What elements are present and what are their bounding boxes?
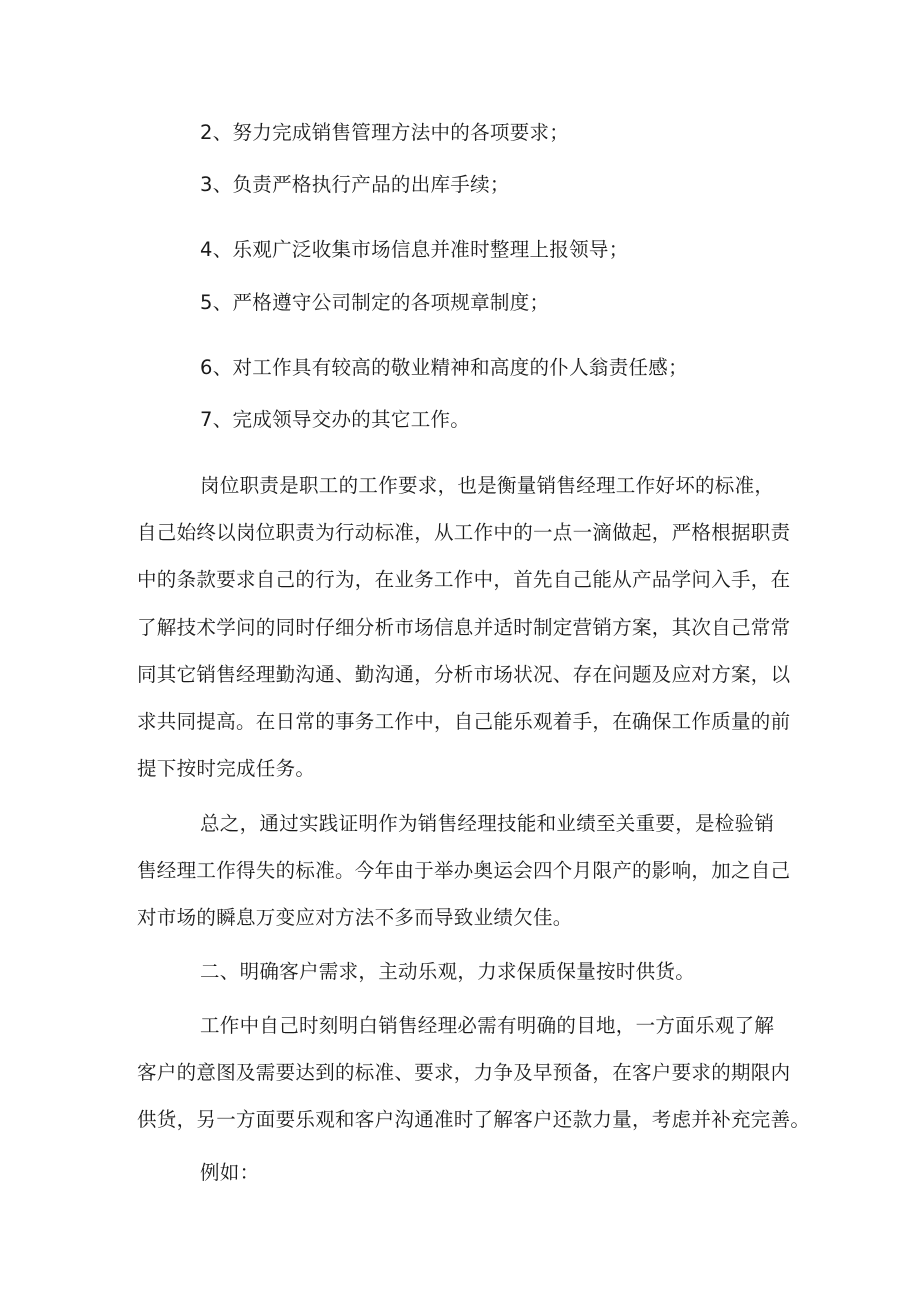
example-label: 例如： [200, 1161, 260, 1184]
paragraph-line: 提下按时完成任务。 [137, 757, 316, 780]
paragraph-line: 中的条款要求自己的行为，在业务工作中，首先自己能从产品学问入手，在 [137, 568, 791, 591]
paragraph-line: 客户的意图及需要达到的标准、要求，力争及早预备，在客户要求的期限内 [137, 1061, 791, 1084]
paragraph-line: 工作中自己时刻明白销售经理必需有明确的目地，一方面乐观了解 [200, 1014, 775, 1037]
paragraph-line: 岗位职责是职工的工作要求，也是衡量销售经理工作好坏的标准， [200, 474, 775, 497]
paragraph-line: 求共同提高。在日常的事务工作中，自己能乐观着手，在确保工作质量的前 [137, 710, 791, 733]
list-item-4: 4、乐观广泛收集市场信息并准时整理上报领导； [200, 238, 629, 261]
paragraph-line: 总之，通过实践证明作为销售经理技能和业绩至关重要，是检验销 [200, 812, 775, 835]
list-item-2: 2、努力完成销售管理方法中的各项要求； [200, 121, 570, 144]
list-item-6: 6、对工作具有较高的敬业精神和高度的仆人翁责任感； [200, 356, 688, 379]
list-item-7: 7、完成领导交办的其它工作。 [200, 408, 471, 431]
section-heading: 二、明确客户需求，主动乐观，力求保质保量按时供货。 [200, 960, 696, 983]
list-item-5: 5、严格遵守公司制定的各项规章制度； [200, 291, 550, 314]
paragraph-line: 售经理工作得失的标准。今年由于举办奥运会四个月限产的影响，加之自己 [137, 859, 791, 882]
list-item-3: 3、负责严格执行产品的出库手续； [200, 173, 510, 196]
paragraph-line: 供货，另一方面要乐观和客户沟通准时了解客户还款力量，考虑并补充完善。 [137, 1108, 811, 1131]
paragraph-line: 同其它销售经理勤沟通、勤沟通，分析市场状况、存在问题及应对方案，以 [137, 663, 791, 686]
paragraph-line: 了解技术学问的同时仔细分析市场信息并适时制定营销方案，其次自己常常 [137, 616, 791, 639]
paragraph-line: 自己始终以岗位职责为行动标准，从工作中的一点一滴做起，严格根据职责 [137, 521, 791, 544]
paragraph-line: 对市场的瞬息万变应对方法不多而导致业绩欠佳。 [137, 906, 573, 929]
